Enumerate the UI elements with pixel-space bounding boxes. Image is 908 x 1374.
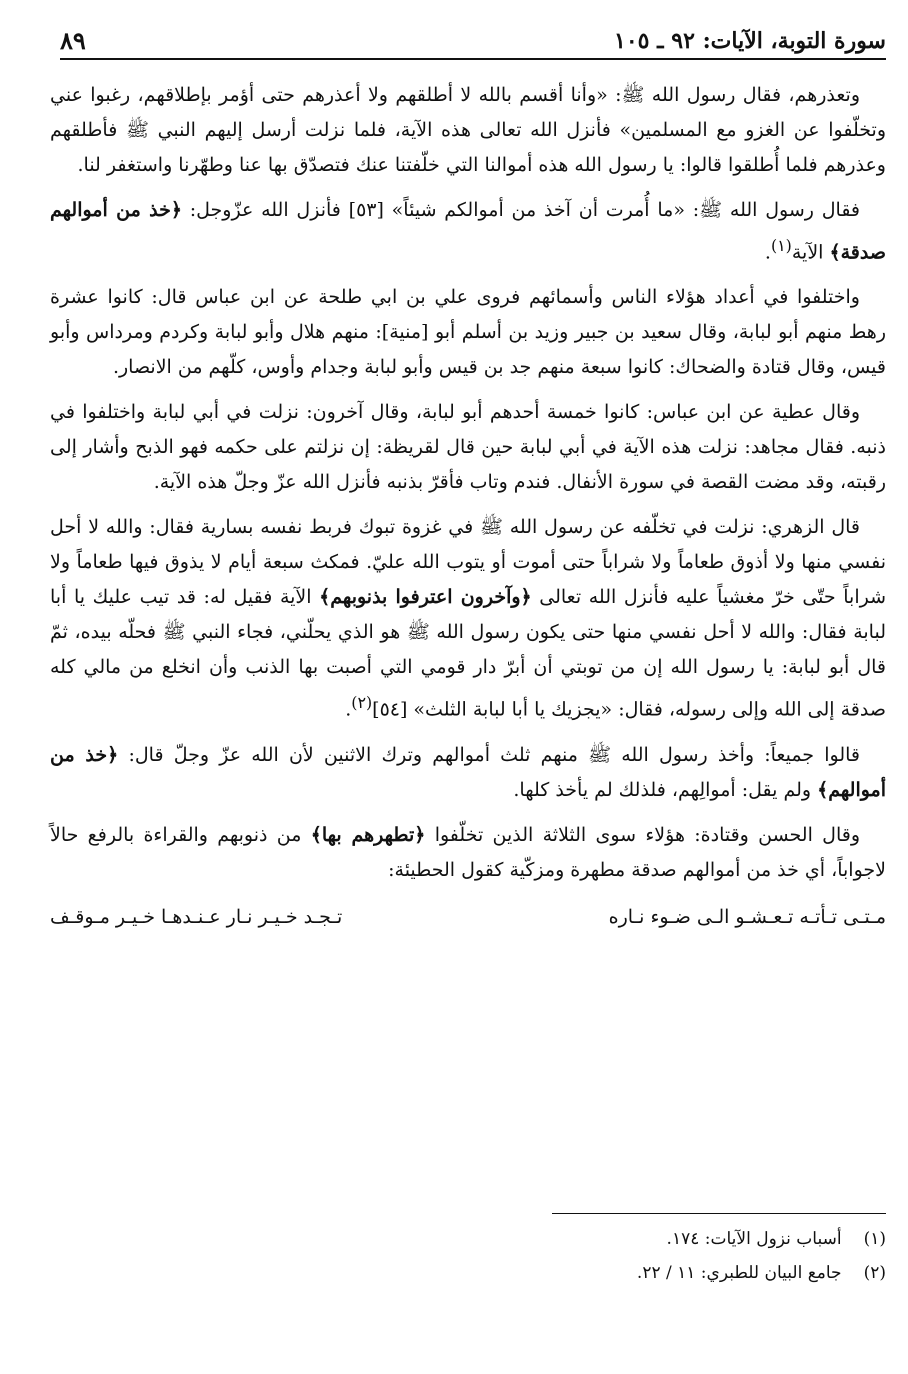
paragraph bbox=[50, 78, 886, 183]
paragraph-text: قال الزهري: نزلت في تخلّفه عن رسول الله ﷺ في غزوة تبوك فربط نفسه بسارية فقال: والله لا أحل نفسي منها ولا أذوق طعاماً ولا شراباً حتى أموت أو يتوب الله عليّ. فمكث سبعة أيام لا يذوق فيها طعاماً ولا شراباً حتّى خرّ مغشياً عليه فأنزل الله تعالى bbox=[50, 516, 887, 609]
footnote-ref: (٢) bbox=[351, 693, 373, 713]
paragraph-text: . bbox=[764, 241, 771, 264]
footnote-number: (١) bbox=[863, 1229, 886, 1249]
quranic-quote: ﴿خذ من أموالهم﴾ bbox=[50, 743, 886, 801]
paragraph-text: واختلفوا في أعداد هؤلاء الناس وأسمائهم فروى علي بن ابي طلحة عن ابن عباس قال: كانوا عشرة رهط منهم أبو لبابة، وقال سعيد بن جبير وزيد بن أسلم أبو [منية]: منهم هلال وأبو لبابة وكردم ومرداس وأبو قيس، وقال قتادة والضحاك: كانوا سبعة منهم جد بن قيس وأبو لبابة وجدام وأوس، كلّهم من الانصار. bbox=[50, 286, 886, 379]
footnote-divider bbox=[552, 1213, 886, 1214]
footnote-text: أسباب نزول الآيات: ١٧٤. bbox=[666, 1229, 842, 1249]
page-number: ٨٩ bbox=[60, 26, 86, 55]
footnote-ref: (١) bbox=[770, 236, 792, 255]
footnote-text: جامع البيان للطبري: ١١ / ٢٢. bbox=[636, 1263, 842, 1283]
paragraph bbox=[50, 510, 886, 727]
paragraph-text: الآية فقيل له: قد تيب عليك يا أبا لبابة فقال: والله لا أحل نفسي منها حتى يكون رسول الله ﷺ هو الذي يحلّني، فجاء النبي ﷺ فحلّه بيده، ثمّ قال أبو لبابة: يا رسول الله إن من توبتي أن أبرّ دار قومي التي أصبت بها الذنب وأن انخلع من مالي كله صدقة إلى الله وإلى رسوله، فقال: «يجزيك يا أبا لبابة الثلث» [٥٤] bbox=[50, 586, 886, 721]
paragraph-text: فقال رسول الله ﷺ: «ما أُمرت أن آخذ من أموالكم شيئاً» [٥٣] فأنزل الله عزّوجل: bbox=[181, 199, 861, 221]
paragraph-text: وقال الحسن وقتادة: هؤلاء سوى الثلاثة الذين تخلّفوا bbox=[425, 823, 860, 846]
footnotes bbox=[300, 1222, 886, 1290]
paragraph-list bbox=[50, 78, 886, 888]
footnote-1 bbox=[300, 1222, 886, 1256]
verse-first-hemistich: مـتـى تـأتـه تـعـشـو الـى ضـوء نـاره bbox=[608, 905, 886, 928]
paragraph-text: وقال عطية عن ابن عباس: كانوا خمسة أحدهم أبو لبابة، وقال آخرون: نزلت في أبي لبابة واختلفوا في ذنبه. فقال مجاهد: نزلت هذه الآية في أبي لبابة حين قال لقريظة: إن نزلتم على حكمه فهو الذبح وأشار إلى رقبته، وقد مضت القصة في سورة الأنفال. فندم وتاب فأقرّ بذنبه فأنزل الله عزّ وجلّ هذه الآية. bbox=[50, 401, 886, 494]
paragraph-text: ولم يقل: أموالِهم، فلذلك لم يأخذ كلها. bbox=[513, 778, 818, 801]
main-text bbox=[50, 78, 886, 936]
footnote-2 bbox=[300, 1256, 886, 1290]
verse-second-hemistich: تـجـد خـيـر نـار عـنـدهـا خـيـر مـوقـف bbox=[50, 905, 343, 928]
footnote-number: (٢) bbox=[863, 1263, 886, 1283]
paragraph-text: . bbox=[345, 698, 352, 721]
paragraph bbox=[50, 395, 886, 500]
running-header bbox=[60, 20, 886, 60]
paragraph-text: من ذنوبهم والقراءة بالرفع حالاً لاجواباً، أي خذ من أموالهم صدقة مطهرة ومزكّية كقول الحطيئة: bbox=[50, 823, 886, 881]
quranic-quote: ﴿تطهرهم بها﴾ bbox=[310, 823, 426, 846]
poetry-verse bbox=[50, 898, 886, 936]
quranic-quote: ﴿خذ من أموالهم صدقة﴾ bbox=[50, 199, 886, 264]
paragraph bbox=[50, 818, 886, 888]
paragraph-text: وتعذرهم، فقال رسول الله ﷺ: «وأنا أقسم بالله لا أطلقهم ولا أعذرهم حتى أؤمر بإطلاقهم، رغبوا عني وتخلّفوا عن الغزو مع المسلمين» فأنزل الله تعالى هذه الآية، فلما نزلت أرسل إليهم النبي ﷺ فأطلقهم وعذرهم فلما أُطلقوا قالوا: يا رسول الله هذه أموالنا التي خلّفتنا عنك فتصدّق بها عنا وطهّرنا واستغفر لنا. bbox=[50, 84, 886, 176]
paragraph bbox=[50, 193, 886, 270]
header-title: سورة التوبة، الآيات: ٩٢ ـ ١٠٥ bbox=[614, 28, 886, 54]
paragraph-text: قالوا جميعاً: وأخذ رسول الله ﷺ منهم ثلث أموالهم وترك الاثنين لأن الله عزّ وجلّ قال: bbox=[118, 743, 860, 766]
paragraph-text: الآية bbox=[791, 241, 830, 264]
paragraph bbox=[50, 280, 886, 385]
quranic-quote: ﴿وآخرون اعترفوا بذنوبهم﴾ bbox=[319, 586, 532, 609]
header-divider bbox=[60, 58, 886, 60]
paragraph bbox=[50, 738, 886, 808]
